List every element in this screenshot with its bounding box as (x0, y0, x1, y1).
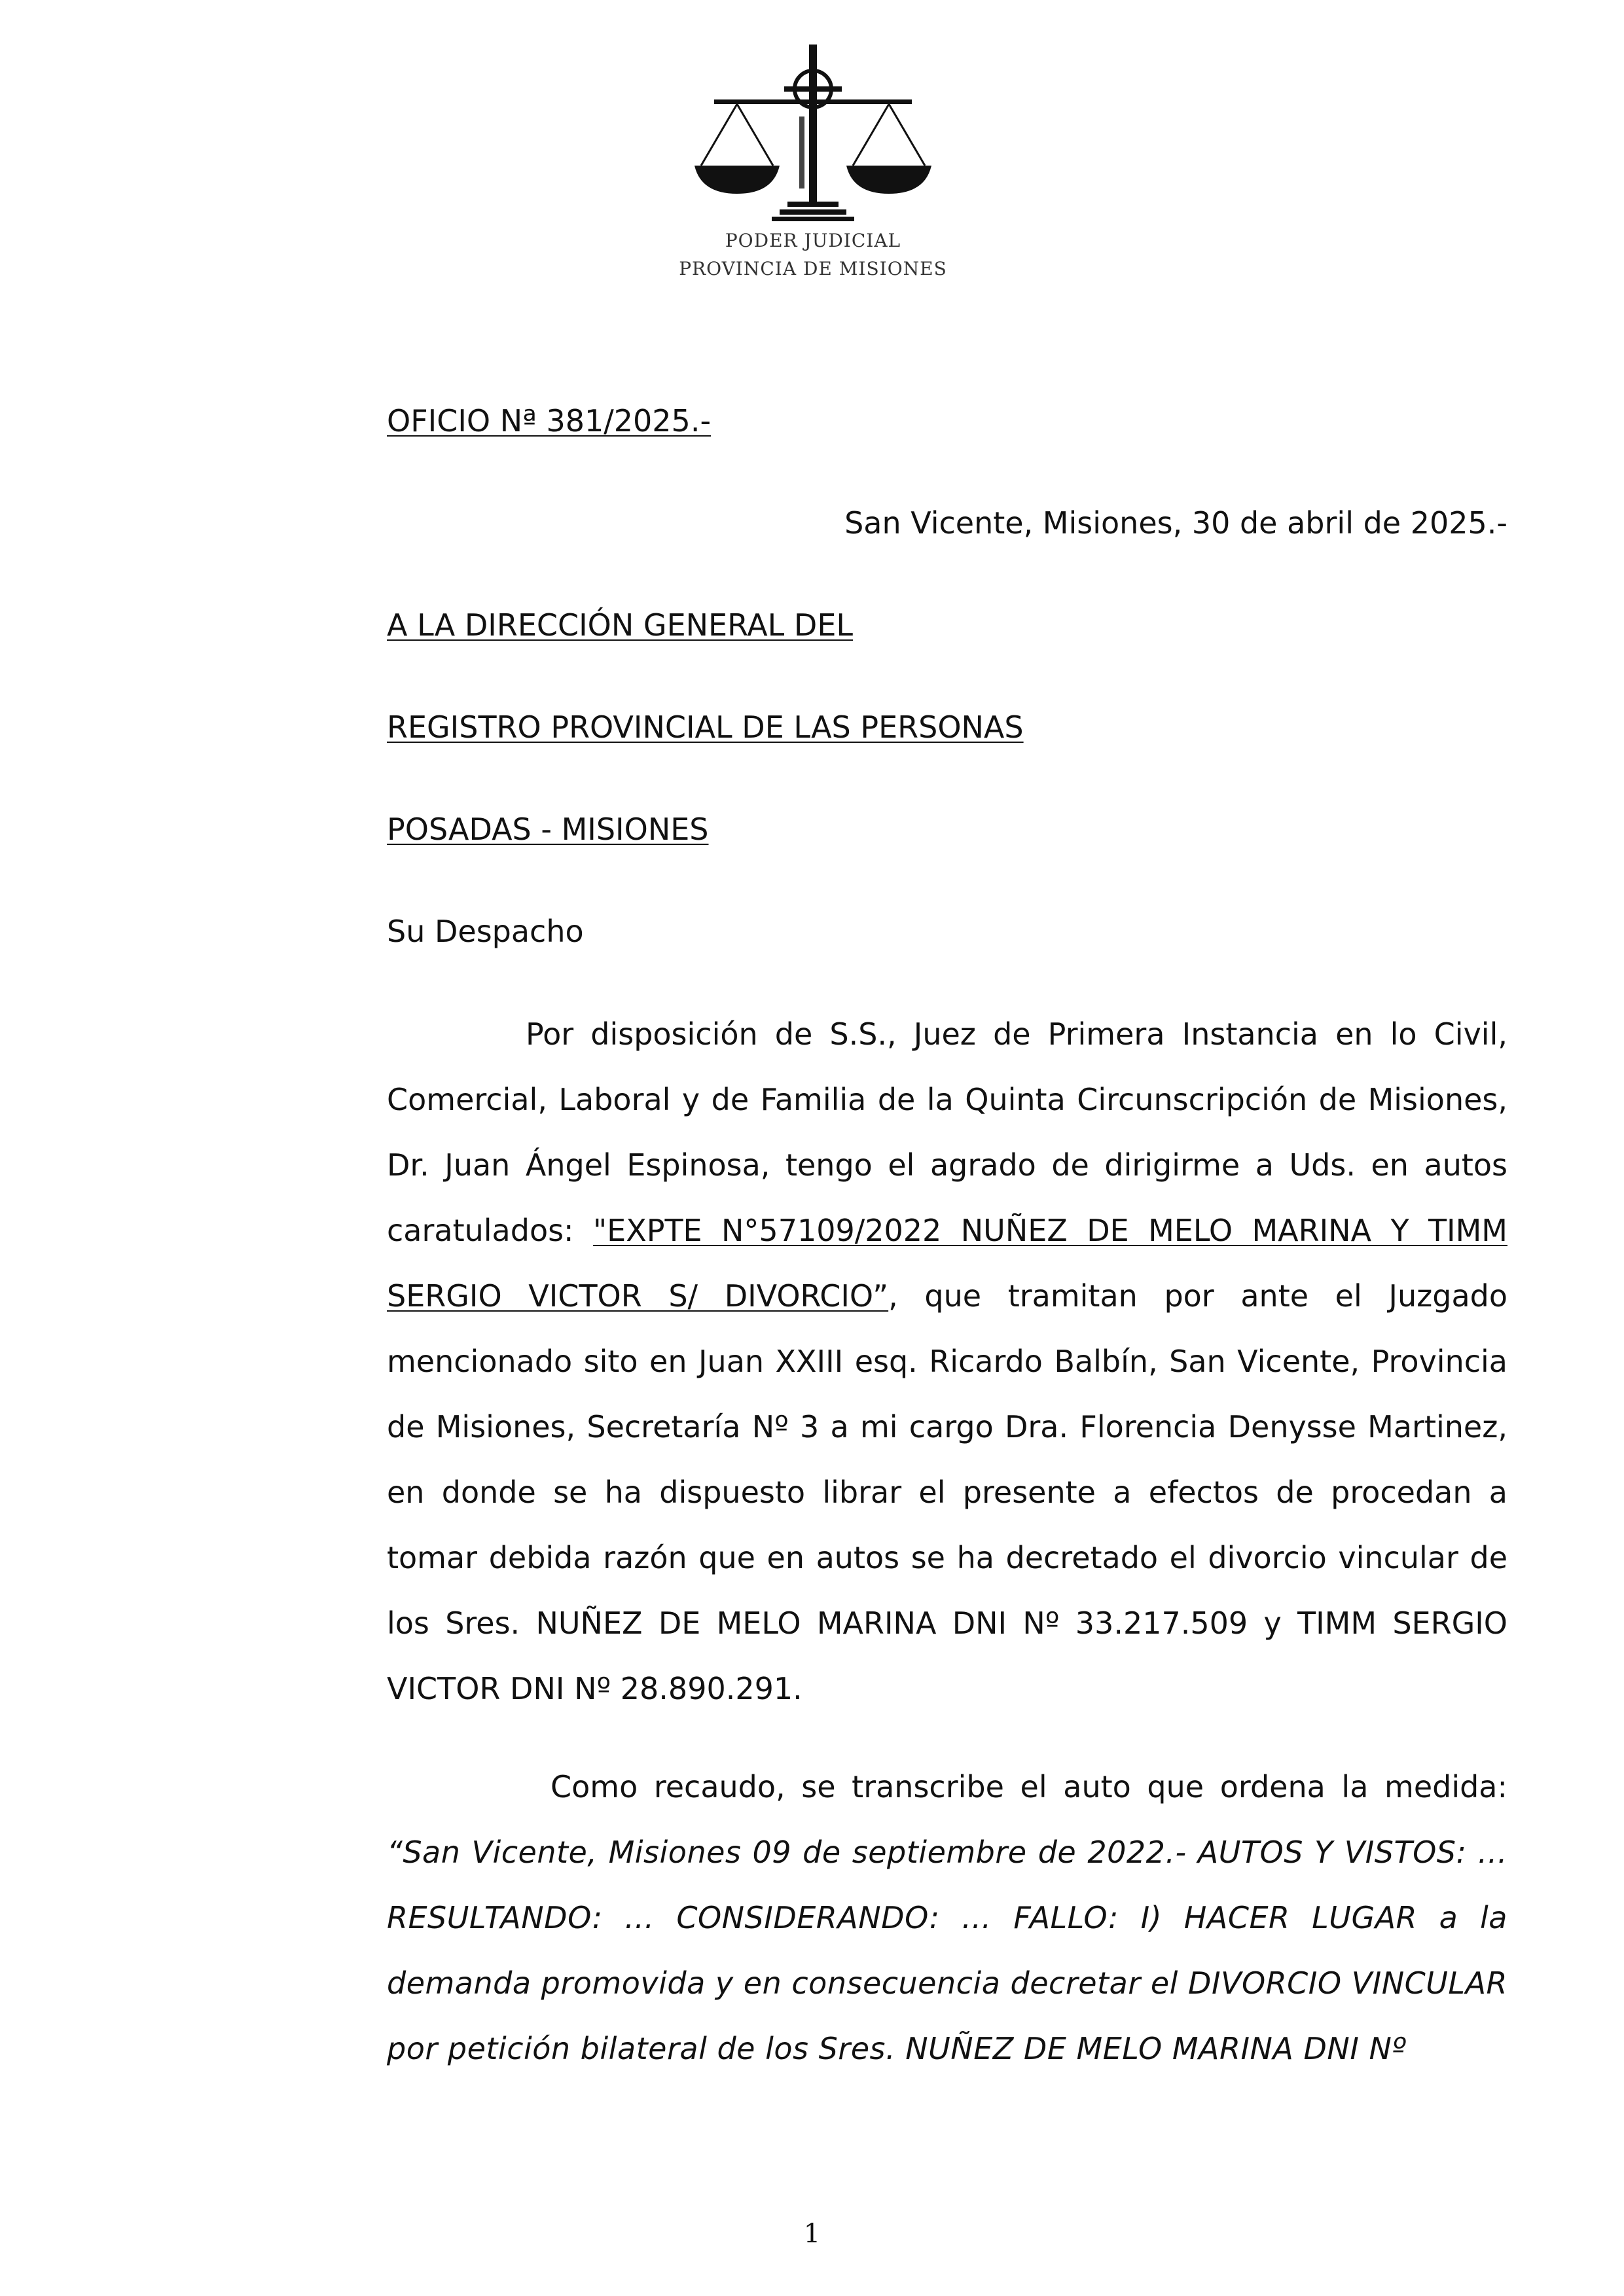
scales-of-justice-icon (675, 45, 951, 221)
date-line: San Vicente, Misiones, 30 de abril de 2025.- (844, 505, 1507, 541)
recipient-line-1: A LA DIRECCIÓN GENERAL DEL (387, 607, 854, 643)
page-number: 1 (803, 2219, 821, 2249)
salutation: Su Despacho (387, 914, 584, 949)
recipient-line-2: REGISTRO PROVINCIAL DE LAS PERSONAS (387, 709, 1024, 745)
body-1-text-a: Por disposición de S.S., Juez de Primera Instancia en lo Civil, Comercial, Laboral y de Familia de la Quinta Circunscripción de Misiones, Dr. Juan Ángel Espinosa, tengo el agrado de dirigirme a Uds. en autos caratulados: (387, 1016, 1507, 1248)
oficio-number: OFICIO Nª 381/2025.- (387, 403, 712, 439)
transcribed-ruling: “San Vicente, Misiones 09 de septiembre de 2022.- AUTOS Y VISTOS: ... RESULTANDO: ... CONSIDERANDO: ... FALLO: I) HACER LUGAR a la demanda promovida y en consecuencia decretar el DIVORCIO VINCULAR por petición bilateral de los Sres. NUÑEZ DE MELO MARINA DNI Nº (387, 1835, 1507, 2066)
seal-subtitle: PROVINCIA DE MISIONES (679, 258, 947, 279)
body-paragraph-1 (387, 1001, 1507, 1721)
body-1-text-b: , que tramitan por ante el Juzgado mencionado sito en Juan XXIII esq. Ricardo Balbín, San Vicente, Provincia de Misiones, Secretaría Nº 3 a mi cargo Dra. Florencia Denysse Martinez, en donde se ha dispuesto librar el presente a efectos de procedan a tomar debida razón que en autos se ha decretado el divorcio vincular de los Sres. NUÑEZ DE MELO MARINA DNI Nº 33.217.509 y TIMM SERGIO VICTOR DNI Nº 28.890.291. (387, 1278, 1507, 1706)
case-title: "EXPTE N°57109/2022 NUÑEZ DE MELO MARINA Y TIMM SERGIO VICTOR S/ DIVORCIO” (387, 1213, 1507, 1314)
body-paragraph-2 (387, 1754, 1507, 2081)
recipient-line-3: POSADAS - MISIONES (387, 812, 709, 847)
seal-title: PODER JUDICIAL (725, 230, 901, 251)
body-2-intro: Como recaudo, se transcribe el auto que ordena la medida: (550, 1769, 1507, 1804)
poder-judicial-seal (675, 45, 951, 287)
